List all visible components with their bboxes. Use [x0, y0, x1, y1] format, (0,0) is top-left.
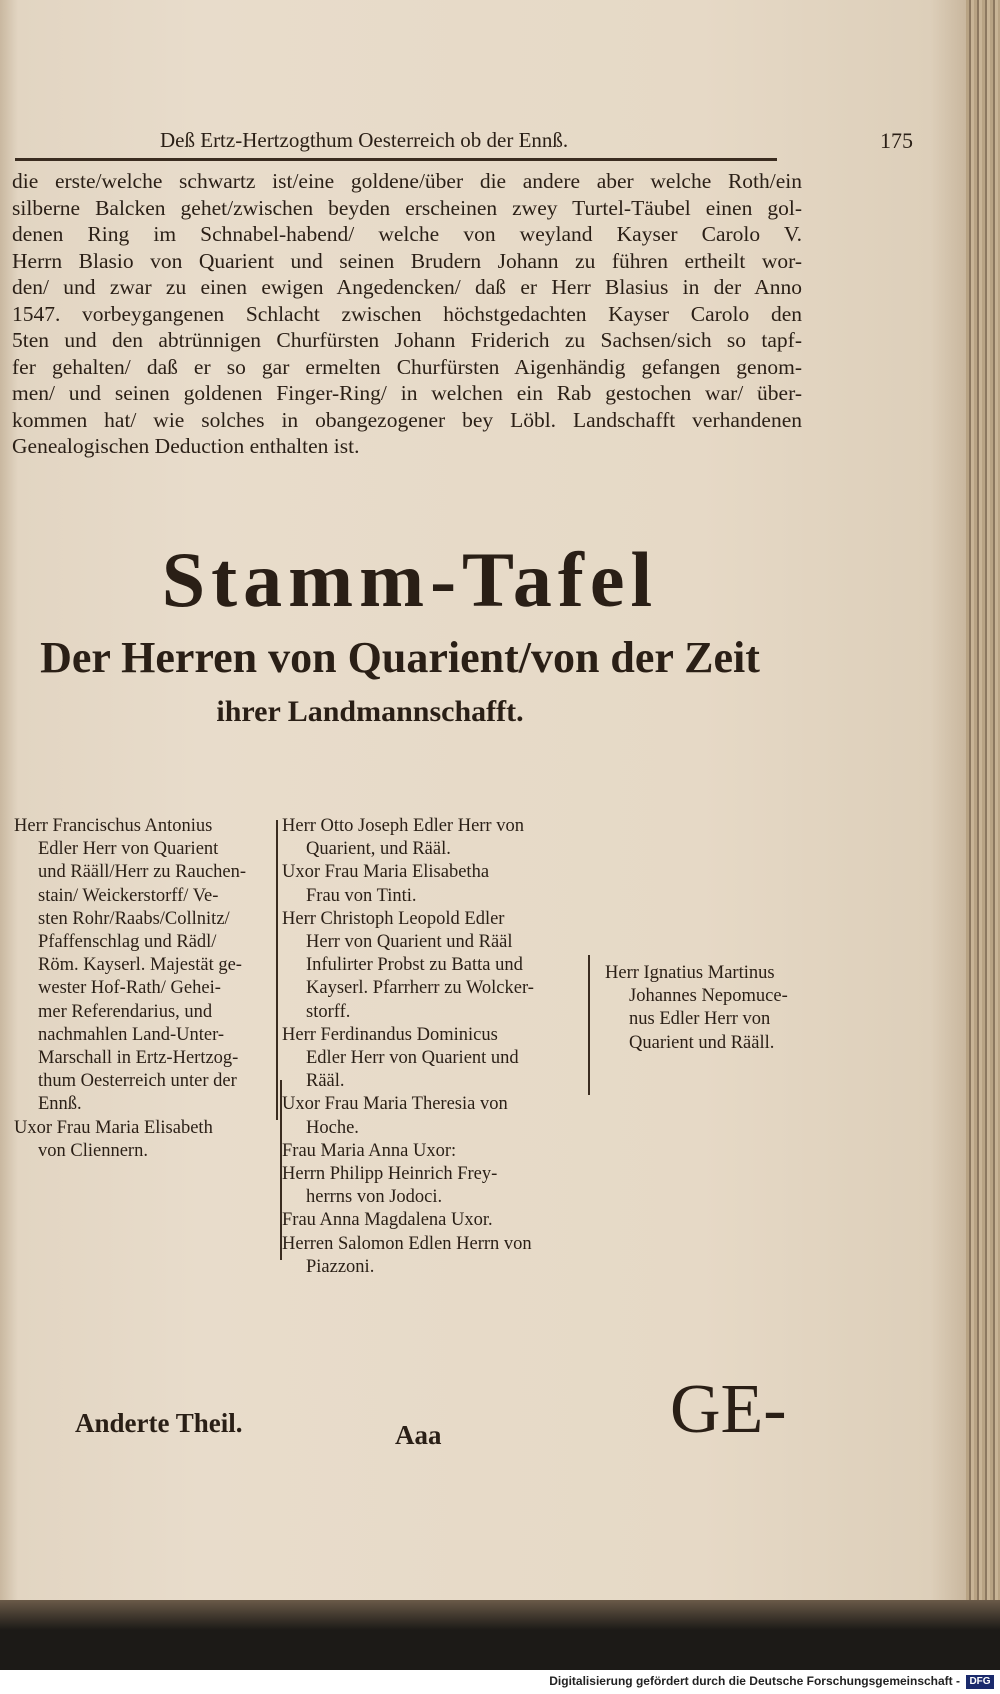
entry-line: Herr Francischus Antonius	[14, 816, 213, 836]
entry-line: Herren Salomon Edlen Herrn von	[282, 1233, 532, 1254]
catchword: GE-	[670, 1371, 787, 1448]
body-line: Genealogischen Deduction enthalten ist.	[12, 434, 360, 458]
entry-line: Uxor Frau Maria Elisabetha	[282, 862, 490, 883]
entry-line: Herr Christoph Leopold Edler	[282, 908, 505, 929]
digitization-note: Digitalisierung gefördert durch die Deutsche Forschungsgemeinschaft -	[549, 1674, 960, 1688]
entry-line: Herr von Quarient und Rääl	[306, 932, 513, 953]
bracket-line	[276, 820, 278, 1120]
sheet-mark: Aaa	[395, 1420, 442, 1450]
entry-line: Piazzoni.	[306, 1256, 375, 1277]
section-subtitle-2: ihrer Landmannschafft.	[216, 695, 524, 728]
section-title: Stamm-Tafel	[161, 536, 659, 623]
body-line: kommen hat/ wie solches in obangezogener bey Löbl. Landschafft verhandenen	[12, 407, 802, 432]
entry-line: Infulirter Probst zu Batta und	[306, 955, 523, 976]
entry-line: Herr Otto Joseph Edler Herr von	[282, 816, 524, 836]
section-subtitle: Der Herren von Quarient/von der Zeit	[40, 633, 760, 682]
entry-line: Röm. Kayserl. Majestät ge-	[38, 955, 242, 976]
entry-line: Rääl.	[306, 1071, 345, 1092]
entry-line: nachmahlen Land-Unter-	[38, 1024, 225, 1045]
entry-line: Edler Herr von Quarient	[38, 839, 219, 860]
entry-line: Kayserl. Pfarrherr zu Wolcker-	[306, 978, 534, 999]
page-edges	[966, 0, 1000, 1610]
genealogy-column-1	[14, 815, 270, 1163]
entry-line: wester Hof-Rath/ Gehei-	[38, 978, 221, 999]
entry-line: Frau von Tinti.	[306, 885, 417, 906]
entry-line: von Cliennern.	[38, 1140, 148, 1161]
dfg-logo: DFG	[966, 1675, 994, 1689]
entry-line: Herrn Philipp Heinrich Frey-	[282, 1164, 498, 1185]
entry-line: herrns von Jodoci.	[306, 1187, 443, 1208]
entry-line: Ennß.	[38, 1094, 82, 1115]
scan-background	[0, 1600, 1000, 1670]
entry-line: storff.	[306, 1001, 351, 1022]
bracket-line	[280, 1080, 282, 1260]
entry-line: Uxor Frau Maria Elisabeth	[14, 1117, 213, 1138]
entry-line: Quarient, und Rääl.	[306, 839, 451, 860]
running-title: Deß Ertz-Hertzogthum Oesterreich ob der Ennß.	[160, 128, 569, 152]
entry-line: Quarient und Rääll.	[629, 1032, 775, 1053]
entry-line: Herr Ignatius Martinus	[605, 963, 775, 983]
signature-line: Anderte Theil.	[75, 1408, 243, 1438]
body-line: denen Ring im Schnabel-habend/ welche von weyland Kayser Carolo V.	[12, 222, 802, 246]
page-number: 175	[880, 128, 913, 153]
entry-line: Hoche.	[306, 1117, 359, 1138]
body-line: silberne Balcken gehet/zwischen beyden erscheinen zwey Turtel-Täubel einen gol-	[12, 195, 802, 220]
entry-line: Johannes Nepomuce-	[629, 986, 788, 1007]
body-line: den/ und zwar zu einen ewigen Angedencken/ daß er Herr Blasius in der Anno	[12, 275, 802, 299]
body-line: fer gehalten/ daß er so gar ermelten Churfürsten Aigenhändig gefangen genom-	[12, 354, 802, 379]
entry-line: Pfaffenschlag und Rädl/	[38, 932, 217, 953]
body-line: men/ und seinen goldenen Finger-Ring/ in welchen ein Rab gestochen war/ über-	[12, 381, 802, 405]
bracket-line	[588, 955, 590, 1095]
entry-line: sten Rohr/Raabs/Collnitz/	[38, 908, 230, 929]
entry-line: Frau Anna Magdalena Uxor.	[282, 1210, 493, 1231]
entry-line: stain/ Weickerstorff/ Ve-	[38, 885, 219, 906]
header-rule	[15, 158, 777, 161]
genealogy-column-3	[605, 962, 805, 1055]
entry-line: Herr Ferdinandus Dominicus	[282, 1024, 498, 1045]
entry-line: Edler Herr von Quarient und	[306, 1048, 519, 1069]
entry-line: mer Referendarius, und	[38, 1001, 213, 1022]
body-line: die erste/welche schwartz ist/eine goldene/über die andere aber welche Roth/ein	[12, 169, 802, 193]
entry-line: Uxor Frau Maria Theresia von	[282, 1094, 508, 1115]
entry-line: nus Edler Herr von	[629, 1009, 771, 1030]
entry-line: thum Oesterreich unter der	[38, 1071, 237, 1092]
body-line: Herrn Blasio von Quarient und seinen Brudern Johann zu führen ertheilt wor-	[12, 248, 802, 273]
body-line: 5ten und den abtrünnigen Churfürsten Johann Friderich zu Sachsen/sich so tapf-	[12, 328, 802, 352]
body-line: 1547. vorbeygangenen Schlacht zwischen höchstgedachten Kayser Carolo den	[12, 301, 802, 326]
digitization-footer	[0, 1670, 1000, 1694]
body-text	[12, 168, 802, 460]
entry-line: Frau Maria Anna Uxor:	[282, 1140, 457, 1161]
entry-line: und Rääll/Herr zu Rauchen-	[38, 862, 247, 883]
entry-line: Marschall in Ertz-Hertzog-	[38, 1048, 239, 1069]
genealogy-column-2	[282, 815, 575, 1279]
